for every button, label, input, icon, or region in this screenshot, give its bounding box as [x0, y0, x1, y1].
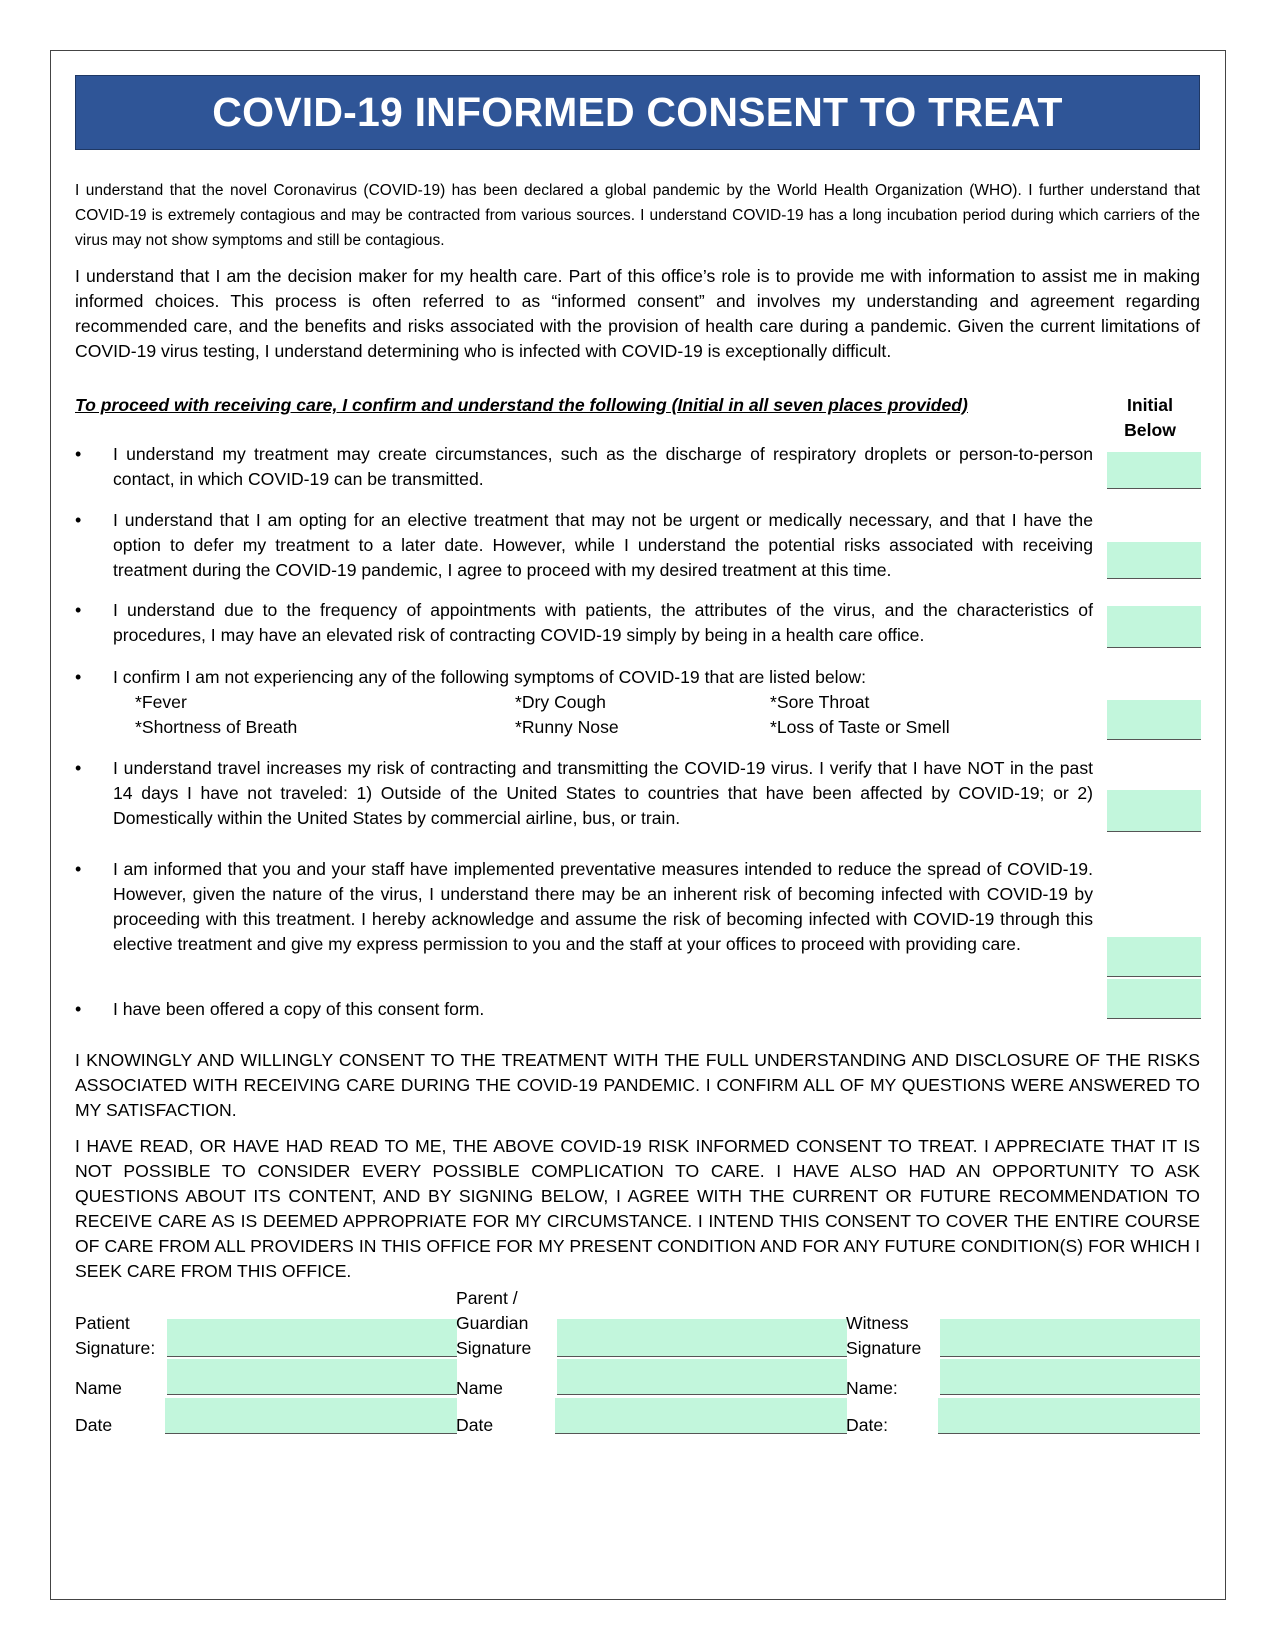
label-line: Parent /	[456, 1288, 518, 1308]
initial-field-7[interactable]	[1107, 979, 1201, 1019]
consent-item-4: I confirm I am not experiencing any of the following symptoms of COVID-19 that are listed below:	[113, 667, 866, 687]
initial-field-2[interactable]	[1107, 542, 1201, 579]
consent-item-2: I understand that I am opting for an elective treatment that may not be urgent or medically necessary, and that I have the option to defer my treatment to a later date. However, while I understand the potential risks associated with receiving treatment during the COVID-19 pandemic, I agree to proceed with my desired treatment at this time.	[113, 510, 1093, 580]
guardian-signature-label	[456, 1286, 531, 1361]
initial-field-3[interactable]	[1107, 606, 1201, 648]
symptom-shortness-of-breath: *Shortness of Breath	[135, 717, 298, 737]
witness-name-label: Name:	[846, 1378, 898, 1398]
witness-date-label: Date:	[846, 1415, 889, 1435]
bullet-icon: •	[75, 444, 82, 464]
intro-paragraph-1: I understand that the novel Coronavirus (COVID-19) has been declared a global pandemic by the World Health Organization (WHO). I further understand that COVID-19 is extremely contagious and may be contracted from various sources. I understand COVID-19 has a long incubation period during which carriers of the virus may not show symptoms and still be contagious.	[75, 182, 1200, 249]
symptom-runny-nose: *Runny Nose	[515, 717, 619, 737]
initial-field-1[interactable]	[1107, 452, 1201, 489]
witness-signature-label	[846, 1311, 921, 1361]
guardian-date-field[interactable]	[555, 1398, 847, 1434]
label-line: Witness	[846, 1313, 909, 1333]
bullet-icon: •	[75, 667, 82, 687]
witness-signature-field[interactable]	[940, 1319, 1200, 1357]
consent-item-5: I understand travel increases my risk of contracting and transmitting the COVID-19 virus. I verify that I have NOT in the past 14 days I have not traveled: 1) Outside of the United States to countries that have been affected by COVID-19; or 2) Domestically within the United States by commercial airline, bus, or train.	[113, 758, 1093, 828]
symptom-sore-throat: *Sore Throat	[770, 692, 870, 712]
initial-field-6[interactable]	[1107, 937, 1201, 977]
bullet-icon: •	[75, 859, 82, 879]
consent-item-1: I understand my treatment may create circumstances, such as the discharge of respiratory droplets or person-to-person contact, in which COVID-19 can be transmitted.	[113, 444, 1093, 489]
consent-item-3: I understand due to the frequency of appointments with patients, the attributes of the virus, and the characteristics of procedures, I may have an elevated risk of contracting COVID-19 simply by being in a health care office.	[113, 600, 1093, 645]
confirm-heading: To proceed with receiving care, I confirm and understand the following (Initial in all seven places provided)	[75, 395, 968, 415]
title-banner	[75, 75, 1200, 150]
guardian-date-label: Date	[456, 1415, 494, 1435]
page-title: COVID-19 INFORMED CONSENT TO TREAT	[212, 89, 1063, 135]
patient-name-label: Name	[75, 1378, 122, 1398]
patient-signature-label	[75, 1311, 155, 1361]
bullet-icon: •	[75, 999, 82, 1019]
patient-name-field[interactable]	[167, 1359, 457, 1395]
label-line: Signature	[456, 1338, 532, 1358]
guardian-name-label: Name	[456, 1378, 503, 1398]
label-line: Signature	[846, 1338, 922, 1358]
initial-below-heading: Initial Below	[1124, 395, 1176, 440]
bullet-icon: •	[75, 758, 82, 778]
initial-field-4[interactable]	[1107, 700, 1201, 740]
initial-field-5[interactable]	[1107, 790, 1201, 832]
symptom-dry-cough: *Dry Cough	[515, 692, 606, 712]
consent-statement-2: I HAVE READ, OR HAVE HAD READ TO ME, THE ABOVE COVID-19 RISK INFORMED CONSENT TO TREAT. I APPRECIATE THAT IT IS NOT POSSIBLE TO CONSIDER EVERY POSSIBLE COMPLICATION TO CARE. I HAVE ALSO HAD AN OPPORTUNITY TO ASK QUESTIONS ABOUT ITS CONTENT, AND BY SIGNING BELOW, I AGREE WITH THE CURRENT OR FUTURE RECOMMENDATION TO RECEIVE CARE AS IS DEEMED APPROPRIATE FOR MY CIRCUMSTANCE. I INTEND THIS CONSENT TO COVER THE ENTIRE COURSE OF CARE FROM ALL PROVIDERS IN THIS OFFICE FOR MY PRESENT CONDITION AND FOR ANY FUTURE CONDITION(S) FOR WHICH I SEEK CARE FROM THIS OFFICE.	[75, 1136, 1200, 1281]
label-line: Guardian	[456, 1313, 529, 1333]
consent-item-6: I am informed that you and your staff have implemented preventative measures intended to reduce the spread of COVID-19. However, given the nature of the virus, I understand there may be an inherent risk of becoming infected with COVID-19 by proceeding with this treatment. I hereby acknowledge and assume the risk of becoming infected with COVID-19 through this elective treatment and give my express permission to you and the staff at your offices to proceed with providing care.	[113, 859, 1093, 954]
label-line: Patient	[75, 1313, 130, 1333]
guardian-signature-field[interactable]	[557, 1319, 847, 1357]
bullet-icon: •	[75, 510, 82, 530]
guardian-name-field[interactable]	[557, 1359, 847, 1395]
symptom-loss-of-taste-smell: *Loss of Taste or Smell	[770, 717, 950, 737]
symptom-fever: *Fever	[135, 692, 187, 712]
consent-item-7: I have been offered a copy of this consent form.	[113, 999, 485, 1019]
patient-signature-field[interactable]	[167, 1319, 457, 1357]
label-line: Signature:	[75, 1338, 156, 1358]
witness-name-field[interactable]	[940, 1359, 1200, 1395]
witness-date-field[interactable]	[938, 1398, 1200, 1434]
patient-date-label: Date	[75, 1415, 113, 1435]
consent-statement-1: I KNOWINGLY AND WILLINGLY CONSENT TO THE TREATMENT WITH THE FULL UNDERSTANDING AND DISCLOSURE OF THE RISKS ASSOCIATED WITH RECEIVING CARE DURING THE COVID-19 PANDEMIC. I CONFIRM ALL OF MY QUESTIONS WERE ANSWERED TO MY SATISFACTION.	[75, 1050, 1200, 1120]
intro-paragraph-2: I understand that I am the decision maker for my health care. Part of this office’s role is to provide me with information to assist me in making informed choices. This process is often referred to as “informed consent” and involves my understanding and agreement regarding recommended care, and the benefits and risks associated with the provision of health care during a pandemic. Given the current limitations of COVID-19 virus testing, I understand determining who is infected with COVID-19 is exceptionally difficult.	[75, 266, 1200, 361]
patient-date-field[interactable]	[165, 1398, 457, 1434]
bullet-icon: •	[75, 600, 82, 620]
